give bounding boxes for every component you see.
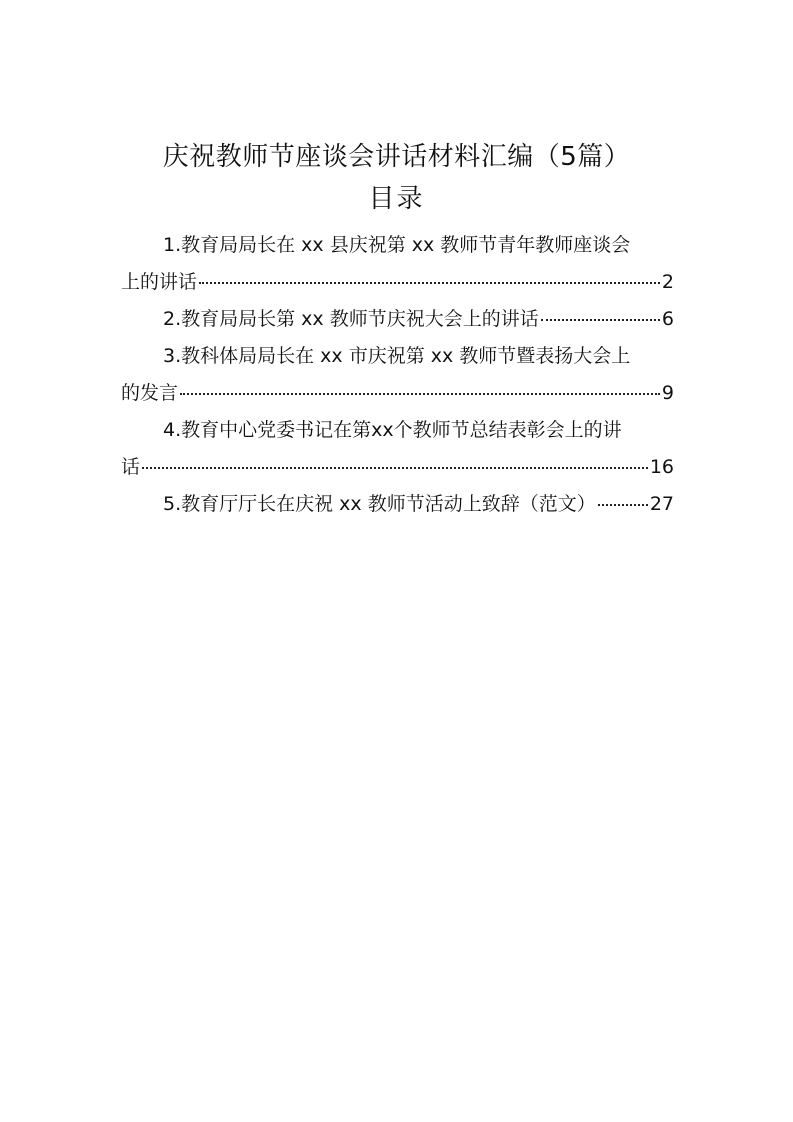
toc-entry-1-line-2[interactable] xyxy=(121,264,674,301)
toc-entry-2-page: 6 xyxy=(661,308,674,330)
toc-dot-leader xyxy=(541,319,660,321)
toc-entry-4-title-continued: 话 xyxy=(121,456,141,478)
toc-entry-4-page: 16 xyxy=(649,456,674,478)
toc-entry-1-page: 2 xyxy=(661,271,674,293)
toc-heading: 目录 xyxy=(368,184,425,214)
toc-entry-2[interactable] xyxy=(121,301,674,338)
toc-entry-1-title-continued: 上的讲话 xyxy=(121,271,198,293)
toc-entry-5-page: 27 xyxy=(649,493,674,515)
toc-entry-3-line-1[interactable] xyxy=(121,338,674,375)
toc-entry-3-title-continued: 的发言 xyxy=(121,382,179,404)
toc-entry-3-line-2[interactable] xyxy=(121,375,674,412)
toc-dot-leader xyxy=(199,282,660,284)
toc-entry-4-title: 4.教育中心党委书记在第xx个教师节总结表彰会上的讲 xyxy=(163,419,622,441)
toc-dot-leader xyxy=(598,504,648,506)
toc-entry-5[interactable] xyxy=(121,486,674,523)
toc-entry-3-title: 3.教科体局局长在 xx 市庆祝第 xx 教师节暨表扬大会上 xyxy=(163,345,631,367)
toc-entry-4-line-1[interactable] xyxy=(121,412,674,449)
table-of-contents xyxy=(121,227,674,523)
toc-entry-1-title: 1.教育局局长在 xx 县庆祝第 xx 教师节青年教师座谈会 xyxy=(163,234,631,256)
toc-entry-3-page: 9 xyxy=(661,382,674,404)
toc-dot-leader xyxy=(180,393,660,395)
toc-entry-2-title: 2.教育局局长第 xx 教师节庆祝大会上的讲话 xyxy=(163,308,539,330)
toc-entry-5-title: 5.教育厅厅长在庆祝 xx 教师节活动上致辞（范文） xyxy=(163,493,596,515)
toc-entry-1-line-1[interactable] xyxy=(121,227,674,264)
document-title: 庆祝教师节座谈会讲话材料汇编（5篇） xyxy=(162,142,631,172)
toc-dot-leader xyxy=(142,467,648,469)
toc-entry-4-line-2[interactable] xyxy=(121,449,674,486)
